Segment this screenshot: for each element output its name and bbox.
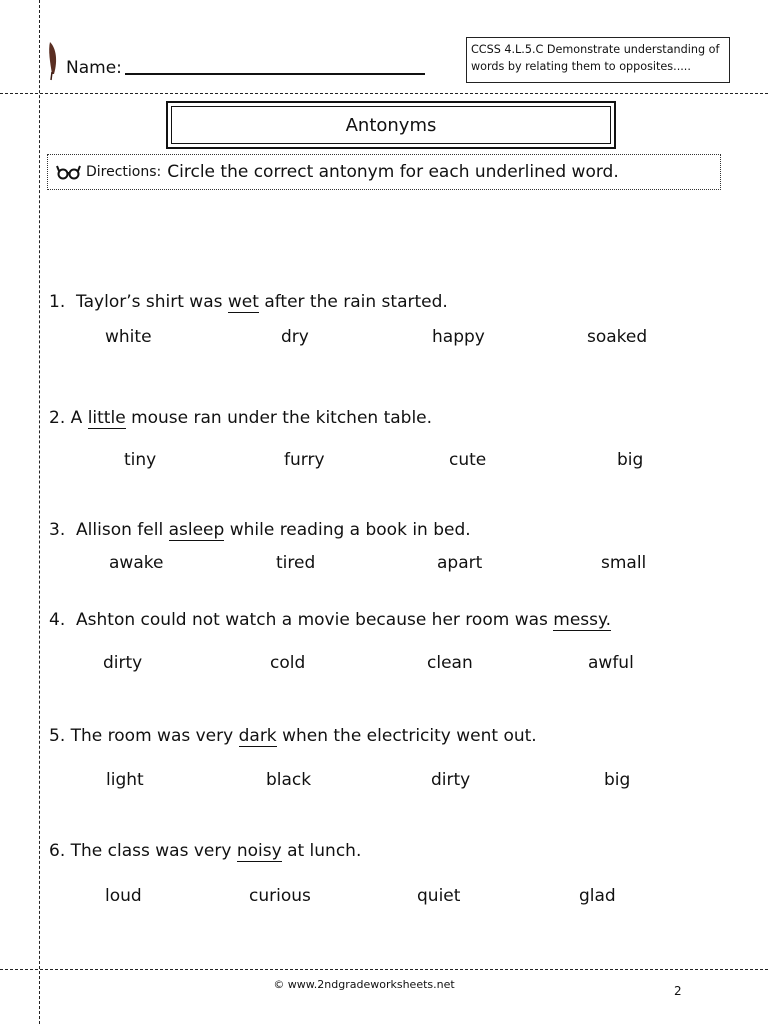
question-text-before: Allison fell bbox=[76, 520, 164, 540]
underlined-word: dark bbox=[238, 726, 277, 746]
glasses-icon bbox=[56, 164, 82, 180]
answer-option[interactable]: awake bbox=[109, 553, 164, 573]
directions-label: Directions: bbox=[86, 164, 162, 180]
answer-option[interactable]: dirty bbox=[103, 653, 143, 673]
question-text-before: The class was very bbox=[70, 841, 232, 861]
question-5 bbox=[49, 726, 537, 746]
question-number: 2. bbox=[49, 408, 66, 428]
question-text-before: The room was very bbox=[70, 726, 234, 746]
page-title: Antonyms bbox=[171, 106, 611, 144]
question-number: 4. bbox=[49, 610, 66, 630]
copyright-text: © www.2ndgradeworksheets.net bbox=[273, 978, 455, 991]
question-text-after: when the electricity went out. bbox=[282, 726, 537, 746]
name-field[interactable] bbox=[66, 58, 425, 78]
answer-option[interactable]: clean bbox=[427, 653, 473, 673]
underlined-word: noisy bbox=[236, 841, 282, 861]
left-margin-line bbox=[39, 0, 40, 1024]
question-text-after: after the rain started. bbox=[264, 292, 448, 312]
answer-option[interactable]: white bbox=[105, 327, 152, 347]
directions-box bbox=[47, 154, 721, 190]
name-blank-line[interactable] bbox=[125, 73, 425, 75]
footer bbox=[0, 978, 768, 991]
question-text-before: Taylor’s shirt was bbox=[76, 292, 223, 312]
answer-option[interactable]: glad bbox=[579, 886, 616, 906]
underlined-word: wet bbox=[227, 292, 259, 312]
answer-option[interactable]: tired bbox=[276, 553, 316, 573]
underlined-word: asleep bbox=[168, 520, 225, 540]
question-text-after: at lunch. bbox=[287, 841, 362, 861]
answer-option[interactable]: big bbox=[604, 770, 631, 790]
answer-option[interactable]: light bbox=[106, 770, 144, 790]
underlined-word: little bbox=[87, 408, 126, 428]
standard-box: CCSS 4.L.5.C Demonstrate understanding of words by relating them to opposites..... bbox=[466, 37, 730, 83]
answer-option[interactable]: cold bbox=[270, 653, 306, 673]
question-text-before: Ashton could not watch a movie because her room was bbox=[76, 610, 548, 630]
page-number: 2 bbox=[674, 984, 682, 998]
quill-icon bbox=[44, 40, 66, 82]
answer-option[interactable]: dry bbox=[281, 327, 309, 347]
question-3 bbox=[49, 520, 471, 540]
question-6 bbox=[49, 841, 361, 861]
question-number: 5. bbox=[49, 726, 66, 746]
answer-option[interactable]: small bbox=[601, 553, 647, 573]
title-box bbox=[166, 101, 616, 149]
question-text-after: while reading a book in bed. bbox=[229, 520, 471, 540]
directions-text: Circle the correct antonym for each underlined word. bbox=[167, 162, 619, 182]
answer-option[interactable]: awful bbox=[588, 653, 634, 673]
question-number: 6. bbox=[49, 841, 66, 861]
answer-option[interactable]: soaked bbox=[587, 327, 648, 347]
question-2 bbox=[49, 408, 432, 428]
answer-option[interactable]: dirty bbox=[431, 770, 471, 790]
answer-option[interactable]: quiet bbox=[417, 886, 461, 906]
question-text-after: mouse ran under the kitchen table. bbox=[131, 408, 433, 428]
question-1 bbox=[49, 292, 448, 312]
answer-option[interactable]: happy bbox=[432, 327, 485, 347]
bottom-divider-line bbox=[0, 969, 768, 970]
answer-option[interactable]: big bbox=[617, 450, 644, 470]
answer-option[interactable]: black bbox=[266, 770, 312, 790]
question-text-before: A bbox=[70, 408, 83, 428]
answer-option[interactable]: curious bbox=[249, 886, 311, 906]
underlined-word: messy. bbox=[553, 610, 612, 630]
name-label: Name: bbox=[66, 58, 122, 78]
question-number: 3. bbox=[49, 520, 66, 540]
top-divider-line bbox=[0, 93, 768, 94]
answer-option[interactable]: loud bbox=[105, 886, 142, 906]
question-4 bbox=[49, 610, 611, 630]
answer-option[interactable]: furry bbox=[284, 450, 325, 470]
answer-option[interactable]: cute bbox=[449, 450, 487, 470]
answer-option[interactable]: apart bbox=[437, 553, 483, 573]
question-number: 1. bbox=[49, 292, 66, 312]
answer-option[interactable]: tiny bbox=[124, 450, 157, 470]
